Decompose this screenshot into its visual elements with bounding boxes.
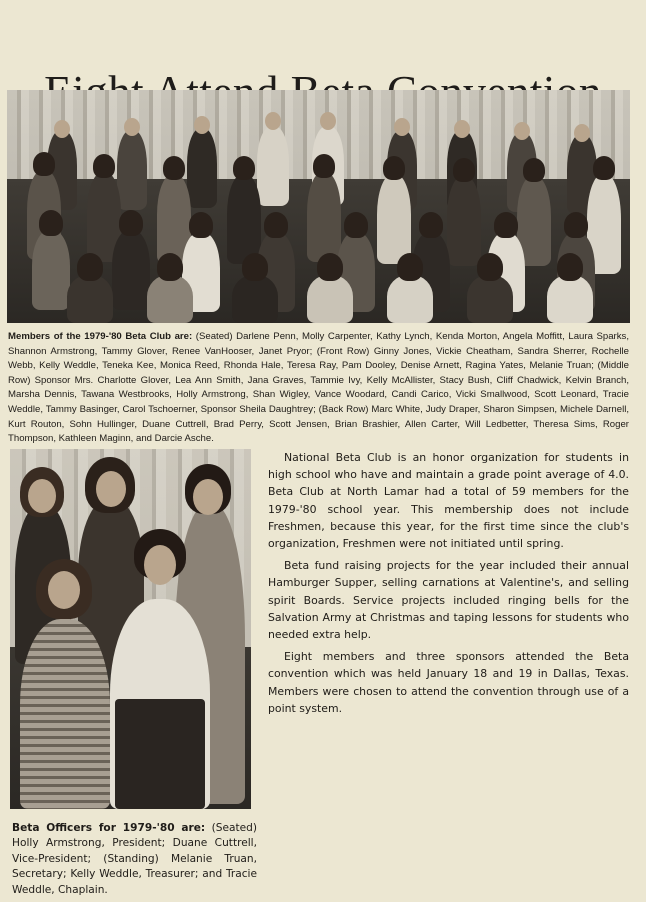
article-paragraph: Beta fund raising projects for the year included their annual Hamburger Supper, selling carnations at Valentine's, and selling spirit Boards. Service projects included ringing bells for the Salvation Army at Christmas and taping lessons for students who needed extra help.	[268, 559, 629, 642]
group-photo-caption	[8, 330, 629, 447]
group-caption-lead: Members of the 1979-'80 Beta Club are:	[8, 331, 193, 342]
group-caption-text: (Seated) Darlene Penn, Molly Carpenter, Kathy Lynch, Kenda Morton, Angela Moffitt, Laura Sparks, Shannon Armstrong, Tammy Glover, Renee VanHooser, Janet Pryor; (Front Row) Ginny Jones, Vickie Cheatham, Sandra Sherrer, Rochelle Webb, Kelly Weddle, Teneka Kee, Monica Reed, Rhonda Hale, Teresa Ray, Pam Dooley, Denise Arnett, Ragina Yates, Melanie Truan; (Middle Row) Sponsor Mrs. Charlotte Glover, Lea Ann Smith, Jana Graves, Tammie Ivy, Kelly McAllister, Stacy Bush, Cliff Chadwick, Kelvin Branch, Marsha Dennis, Tawana Westbrooks, Holly Armstrong, Shan Wigley, Vance Woodard, Candi Carico, Vicki Smallwood, Scott Leonard, Tracie Weddle, Tammy Basinger, Carol Tschoerner, Sponsor Sheila Daughtrey; (Back Row) Marc White, Judy Draper, Sharon Simpsen, Michele Darnell, Kurt Routon, Sohn Hullinger, Duane Cuttrell, Brad Perry, Scott Jensen, Brian Brashier, Allen Carter, Will Ledbetter, Theresa Sims, Roger Thompson, Kathleen Maginn, and Darcie Asche.	[8, 331, 629, 445]
officers-photo	[10, 449, 251, 809]
article-body	[268, 449, 629, 722]
article-paragraph: Eight members and three sponsors attended the Beta convention which was held January 18 and 19 in Dallas, Texas. Members were chosen to attend the convention through use of a point system.	[268, 650, 629, 715]
group-photo	[7, 90, 630, 323]
officer-caption-text: (Seated) Holly Armstrong, President; Duane Cuttrell, Vice-President; (Standing) Melanie Truan, Secretary; Kelly Weddle, Treasurer; and Tracie Weddle, Chaplain.	[12, 822, 257, 896]
officer-caption-lead: Beta Officers for 1979-'80 are:	[12, 822, 206, 834]
article-paragraph: National Beta Club is an honor organization for students in high school who have and maintain a grade point average of 4.0. Beta Club at North Lamar had a total of 59 members for the 1979-'80 school year. This membership does not include Freshmen, because this year, for the first time since the club's organization, Freshmen were not initiated until spring.	[268, 451, 629, 551]
officers-photo-caption	[12, 821, 257, 898]
